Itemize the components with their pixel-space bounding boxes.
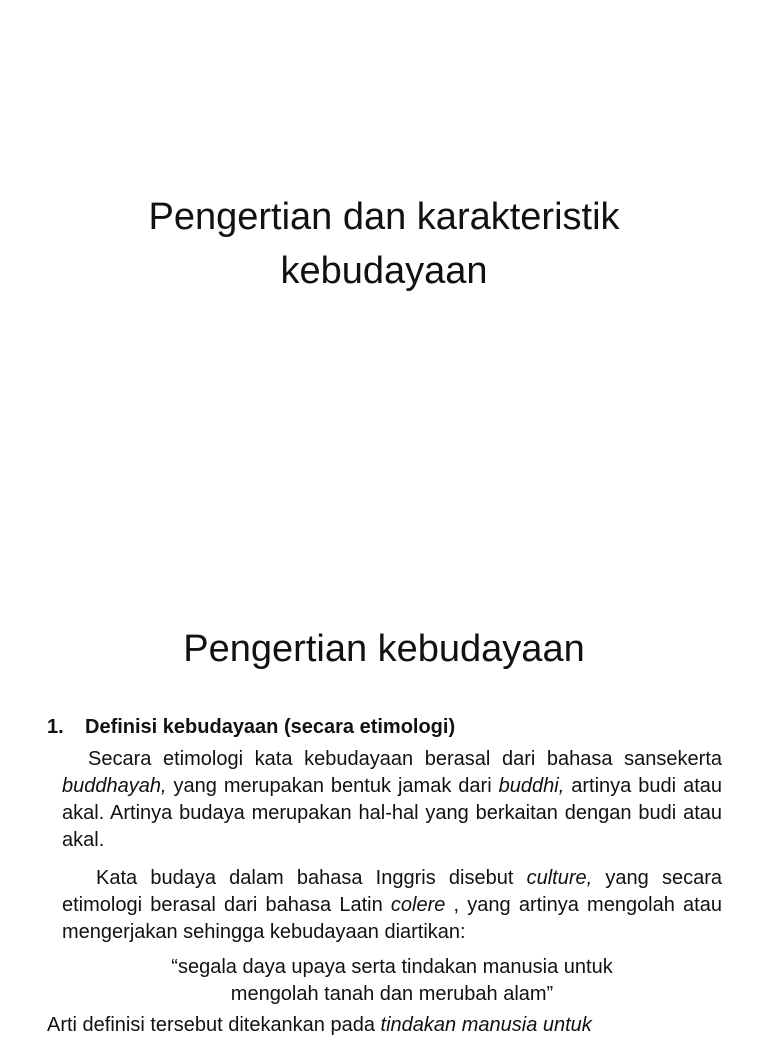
definition-quote: [62, 954, 722, 1008]
heading-number: 1.: [47, 716, 64, 738]
slide-1-title: [0, 190, 768, 298]
quote-line-1: “segala daya upaya serta tindakan manusia untuk: [171, 956, 613, 978]
heading-text: Definisi kebudayaan (secara etimologi): [85, 716, 456, 738]
section-heading: [47, 714, 727, 740]
paragraph-etymology-sanskrit: [62, 746, 722, 854]
p2-text-3: , yang artinya mengolah atau mengerjakan sehingga kebudayaan diartikan:: [62, 894, 722, 943]
cutoff-text: Arti definisi tersebut ditekankan pada: [47, 1014, 381, 1036]
p1-text-2: yang merupakan bentuk jamak dari: [166, 775, 499, 797]
p2-text-2: yang secara etimologi berasal dari bahasa Latin: [62, 867, 722, 916]
cutoff-italic-text: tindakan manusia untuk: [380, 1014, 592, 1036]
slide-1-title-line-2: kebudayaan: [280, 250, 488, 292]
slide-1-title-line-1: Pengertian dan karakteristik: [148, 196, 620, 238]
cutoff-paragraph: [47, 1012, 747, 1039]
quote-line-2: mengolah tanah dan merubah alam”: [230, 983, 554, 1005]
p1-term-buddhayah: buddhayah,: [62, 775, 167, 797]
p1-text-1: Secara etimologi kata kebudayaan berasal dari bahasa sansekerta: [88, 748, 722, 770]
slide-2-title: Pengertian kebudayaan: [183, 628, 585, 670]
p1-text-3: artinya budi atau akal. Artinya budaya merupakan hal-hal yang berkaitan dengan budi atau akal.: [62, 775, 723, 851]
p2-text-1: Kata budaya dalam bahasa Inggris disebut: [96, 867, 527, 889]
p1-term-buddhi: buddhi,: [498, 775, 565, 797]
paragraph-etymology-latin: [62, 865, 722, 946]
p2-term-culture: culture,: [526, 867, 593, 889]
p2-term-colere: colere: [390, 894, 446, 916]
